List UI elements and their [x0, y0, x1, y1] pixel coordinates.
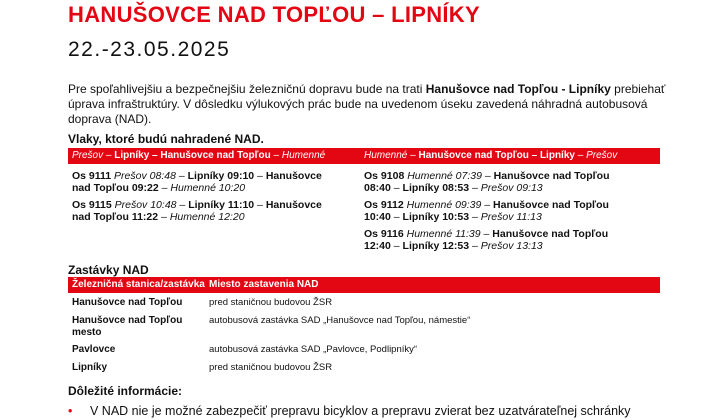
- stops-table-header: [68, 277, 660, 293]
- stops-heading: Zastávky NAD: [68, 263, 149, 277]
- intro-route: Hanušovce nad Topľou - Lipníky: [425, 82, 611, 96]
- train-entry: Os 9112 Humenné 09:39 – Hanušovce nad Topľou 10:40 – Lipníky 10:53 – Prešov 11:13: [364, 199, 609, 223]
- direction-header-bar: [68, 148, 660, 164]
- stops-col-place: Miesto zastavenia NAD: [209, 279, 319, 290]
- stop-station: Pavlovce: [72, 344, 116, 355]
- direction-left: Prešov – Lipníky – Hanušovce nad Topľou – Humenné: [72, 150, 326, 161]
- stop-place: pred staničnou budovou ŽSR: [209, 362, 333, 373]
- page-left-margin: [0, 0, 46, 420]
- stop-place: pred staničnou budovou ŽSR: [209, 297, 333, 308]
- info-heading: Dôležité informácie:: [68, 384, 183, 398]
- trains-heading: Vlaky, ktoré budú nahradené NAD.: [68, 132, 264, 146]
- info-item-text: V NAD nie je možné zabezpečiť prepravu bicyklov a prepravu zvierat bez uzatvárateľnej schránky: [90, 404, 631, 418]
- train-entry: Os 9108 Humenné 07:39 – Hanušovce nad Topľou 08:40 – Lipníky 08:53 – Prešov 09:13: [364, 170, 610, 194]
- stop-station: Lipníky: [72, 362, 108, 373]
- intro-paragraph: [68, 82, 668, 127]
- page-title: HANUŠOVCE NAD TOPĽOU – LIPNÍKY: [68, 2, 480, 27]
- closure-date: 22.-23.05.2025: [68, 38, 231, 61]
- stops-col-station: Železničná stanica/zastávka: [72, 279, 205, 290]
- train-entry: Os 9111 Prešov 08:48 – Lipníky 09:10 – Hanušovce nad Topľou 09:22 – Humenné 10:20: [72, 170, 322, 194]
- train-entry: Os 9115 Prešov 10:48 – Lipníky 11:10 – Hanušovce nad Topľou 11:22 – Humenné 12:20: [72, 199, 322, 223]
- intro-text-before: Pre spoľahlivejšiu a bezpečnejšiu železničnú dopravu bude na trati: [68, 82, 426, 96]
- stop-place: autobusová zastávka SAD „Pavlovce, Podlipníky“: [209, 344, 418, 355]
- direction-right: Humenné – Hanušovce nad Topľou – Lipníky – Prešov: [364, 150, 618, 161]
- intro-text-after: prebiehať úprava infraštruktúry. V dôsledku výlukových prác bude na uvedenom úseku zavedená náhradná autobusová doprava (NAD).: [68, 82, 666, 126]
- train-entry: Os 9116 Humenné 11:39 – Hanušovce nad Topľou 12:40 – Lipníky 12:53 – Prešov 13:13: [364, 228, 609, 252]
- page-right-margin: [676, 0, 720, 420]
- info-item: [68, 404, 631, 418]
- stop-place: autobusová zastávka SAD „Hanušovce nad Topľou, námestie“: [209, 315, 471, 326]
- bullet-icon: •: [68, 404, 73, 418]
- stop-station: Hanušovce nad Topľou mesto: [72, 315, 183, 338]
- stop-station: Hanušovce nad Topľou: [72, 297, 183, 308]
